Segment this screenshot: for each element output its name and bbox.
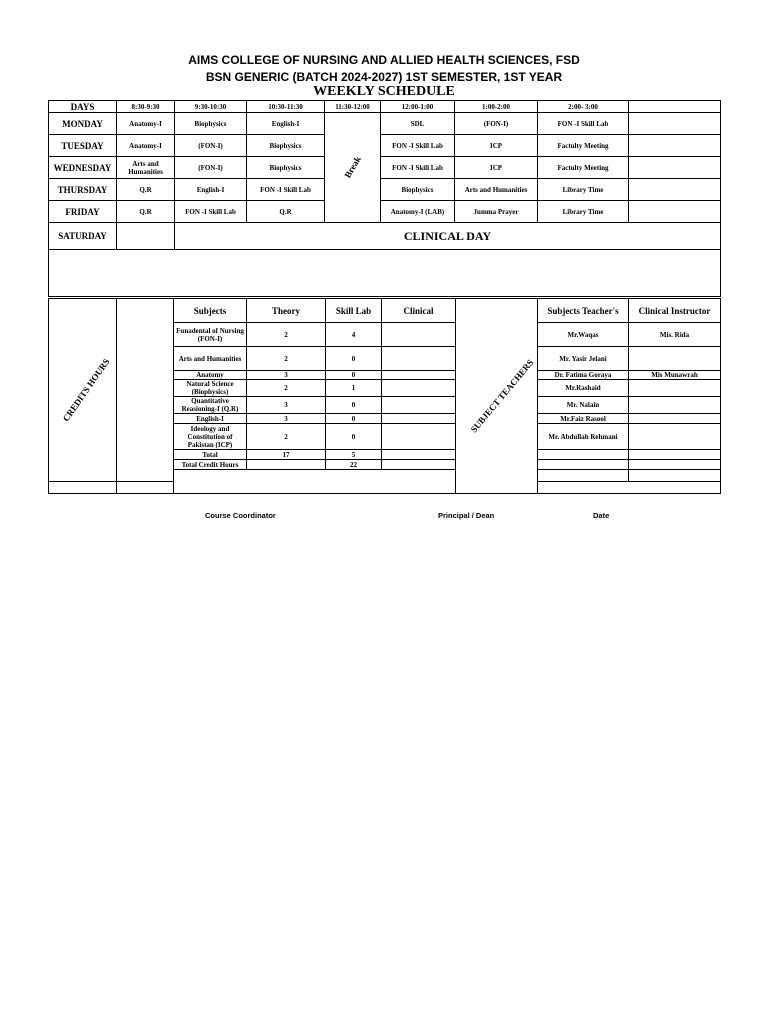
instructor-cell bbox=[629, 347, 721, 371]
schedule-cell bbox=[117, 223, 175, 250]
skill-lab-header: Skill Lab bbox=[326, 299, 382, 323]
principal-dean-label: Principal / Dean bbox=[438, 511, 495, 520]
schedule-cell bbox=[629, 135, 721, 157]
clinical-cell bbox=[382, 380, 456, 397]
clinical-cell bbox=[382, 424, 456, 450]
schedule-cell: Arts and Humanities bbox=[455, 179, 538, 201]
blank-cell bbox=[538, 482, 721, 494]
credits-hours-label: CREDITS HOURS bbox=[60, 356, 112, 423]
subject-teachers-header: Subjects Teacher's bbox=[538, 299, 629, 323]
clinical-cell bbox=[382, 414, 456, 424]
skill-lab-cell: 0 bbox=[326, 347, 382, 371]
schedule-header-row bbox=[49, 101, 721, 113]
subject-cell: English-I bbox=[174, 414, 247, 424]
time-slot-header bbox=[629, 101, 721, 113]
clinical-cell bbox=[382, 347, 456, 371]
instructor-cell bbox=[629, 414, 721, 424]
schedule-cell: Q.R bbox=[117, 179, 175, 201]
instructor-cell: Mis. Rida bbox=[629, 323, 721, 347]
schedule-cell bbox=[629, 201, 721, 223]
day-label: WEDNESDAY bbox=[49, 157, 117, 179]
clinical-cell bbox=[382, 371, 456, 380]
credit-header-row bbox=[49, 299, 721, 323]
schedule-cell: Biophysics bbox=[247, 135, 325, 157]
instructor-cell bbox=[629, 460, 721, 470]
day-label: MONDAY bbox=[49, 113, 117, 135]
schedule-row-monday bbox=[49, 113, 721, 135]
blank-cell bbox=[117, 482, 174, 494]
schedule-cell: Q.R bbox=[247, 201, 325, 223]
clinical-cell bbox=[382, 323, 456, 347]
course-coordinator-label: Course Coordinator bbox=[205, 511, 276, 520]
schedule-cell: Anatomy-I bbox=[117, 113, 175, 135]
schedule-cell: SDL bbox=[381, 113, 455, 135]
clinical-cell bbox=[382, 397, 456, 414]
schedule-cell: Library Time bbox=[538, 179, 629, 201]
total-label: Total bbox=[174, 450, 247, 460]
skill-lab-cell: 4 bbox=[326, 323, 382, 347]
schedule-row-wednesday bbox=[49, 157, 721, 179]
schedule-cell: FON -I Skill Lab bbox=[381, 157, 455, 179]
schedule-cell: Jumma Prayer bbox=[455, 201, 538, 223]
teacher-cell: Mr.Rashaid bbox=[538, 380, 629, 397]
time-slot-header: 11:30-12:00 bbox=[325, 101, 381, 113]
schedule-cell: Biophysics bbox=[175, 113, 247, 135]
schedule-cell bbox=[629, 157, 721, 179]
total-theory: 17 bbox=[247, 450, 326, 460]
theory-header: Theory bbox=[247, 299, 326, 323]
subject-cell: Natural Science (Biophysics) bbox=[174, 380, 247, 397]
schedule-cell: Biophysics bbox=[381, 179, 455, 201]
break-cell bbox=[325, 113, 381, 223]
schedule-cell: Q.R bbox=[117, 201, 175, 223]
schedule-cell: Anatomy-I (LAB) bbox=[381, 201, 455, 223]
instructor-cell bbox=[629, 397, 721, 414]
schedule-cell: (FON-I) bbox=[175, 157, 247, 179]
schedule-cell: Library Time bbox=[538, 201, 629, 223]
schedule-cell: Biophysics bbox=[247, 157, 325, 179]
teacher-cell bbox=[538, 470, 629, 482]
schedule-row-tuesday bbox=[49, 135, 721, 157]
subject-cell: Quantitative Reasioning-I (Q.R) bbox=[174, 397, 247, 414]
schedule-cell bbox=[629, 113, 721, 135]
day-label: FRIDAY bbox=[49, 201, 117, 223]
teacher-cell: Dr. Fatima Goraya bbox=[538, 371, 629, 380]
instructor-cell bbox=[629, 470, 721, 482]
time-slot-header: 12:00-1:00 bbox=[381, 101, 455, 113]
clinical-header: Clinical bbox=[382, 299, 456, 323]
clinical-instructor-header: Clinical Instructor bbox=[629, 299, 721, 323]
teacher-cell: Mr.Waqas bbox=[538, 323, 629, 347]
skill-lab-cell: 0 bbox=[326, 397, 382, 414]
day-label: TUESDAY bbox=[49, 135, 117, 157]
theory-cell: 3 bbox=[247, 371, 326, 380]
instructor-cell bbox=[629, 450, 721, 460]
theory-cell: 2 bbox=[247, 323, 326, 347]
program-title: BSN GENERIC (BATCH 2024-2027) 1ST SEMESTER, 1ST YEAR bbox=[205, 70, 563, 84]
skill-lab-cell: 0 bbox=[326, 371, 382, 380]
skill-lab-cell: 0 bbox=[326, 414, 382, 424]
schedule-cell: Anatomy-I bbox=[117, 135, 175, 157]
days-header: DAYS bbox=[49, 101, 117, 113]
credits-side-cell bbox=[49, 299, 117, 482]
college-name: AIMS COLLEGE OF NURSING AND ALLIED HEALTH SCIENCES, FSD bbox=[188, 53, 580, 67]
blank-cell bbox=[49, 482, 117, 494]
instructor-cell bbox=[629, 424, 721, 450]
schedule-row-thursday bbox=[49, 179, 721, 201]
date-label: Date bbox=[593, 511, 610, 520]
total-clinical bbox=[382, 450, 456, 460]
skill-lab-cell: 1 bbox=[326, 380, 382, 397]
teacher-cell bbox=[538, 460, 629, 470]
schedule-blank-row bbox=[49, 250, 721, 297]
day-label: SATURDAY bbox=[49, 223, 117, 250]
schedule-cell: Factulty Meeting bbox=[538, 157, 629, 179]
subject-cell: Funadental of Nursing (FON-I) bbox=[174, 323, 247, 347]
schedule-cell: ICP bbox=[455, 157, 538, 179]
instructor-cell bbox=[629, 380, 721, 397]
theory-cell: 3 bbox=[247, 397, 326, 414]
teacher-cell bbox=[538, 450, 629, 460]
break-label: Break bbox=[342, 154, 363, 180]
schedule-cell: ICP bbox=[455, 135, 538, 157]
teachers-side-cell bbox=[456, 299, 538, 494]
day-label: THURSDAY bbox=[49, 179, 117, 201]
subject-teachers-label: SUBJECT TEACHERS bbox=[468, 357, 536, 434]
teacher-cell: Mr. Yasir Jelani bbox=[538, 347, 629, 371]
schedule-title: WEEKLY SCHEDULE bbox=[313, 84, 455, 99]
blank-cell bbox=[174, 470, 456, 482]
schedule-cell: Factulty Meeting bbox=[538, 135, 629, 157]
schedule-cell: (FON-I) bbox=[455, 113, 538, 135]
blank-cell bbox=[174, 482, 456, 494]
instructor-cell: Mis Munawrah bbox=[629, 371, 721, 380]
time-slot-header: 9:30-10:30 bbox=[175, 101, 247, 113]
time-slot-header: 1:00-2:00 bbox=[455, 101, 538, 113]
subjects-header: Subjects bbox=[174, 299, 247, 323]
total-credit-value: 22 bbox=[326, 460, 382, 470]
schedule-cell: (FON-I) bbox=[175, 135, 247, 157]
schedule-cell: FON -I Skill Lab bbox=[538, 113, 629, 135]
credit-bottom-row bbox=[49, 482, 721, 494]
schedule-cell: FON -I Skill Lab bbox=[381, 135, 455, 157]
teacher-cell: Mr.Faiz Rasool bbox=[538, 414, 629, 424]
time-slot-header: 10:30-11:30 bbox=[247, 101, 325, 113]
schedule-cell: English-I bbox=[175, 179, 247, 201]
total-skill-lab: 5 bbox=[326, 450, 382, 460]
theory-cell: 2 bbox=[247, 347, 326, 371]
schedule-row-friday bbox=[49, 201, 721, 223]
schedule-cell: FON -I Skill Lab bbox=[247, 179, 325, 201]
teacher-cell: Mr. Nalain bbox=[538, 397, 629, 414]
blank-cell bbox=[382, 460, 456, 470]
blank-cell bbox=[49, 250, 721, 297]
clinical-day-cell: CLINICAL DAY bbox=[175, 223, 721, 250]
blank-cell bbox=[117, 299, 174, 482]
weekly-schedule-table bbox=[48, 100, 721, 297]
theory-cell: 2 bbox=[247, 424, 326, 450]
schedule-cell: Arts and Humanities bbox=[117, 157, 175, 179]
theory-cell: 2 bbox=[247, 380, 326, 397]
blank-cell bbox=[247, 460, 326, 470]
schedule-cell bbox=[629, 179, 721, 201]
skill-lab-cell: 0 bbox=[326, 424, 382, 450]
teacher-cell: Mr. Abdullah Rehmani bbox=[538, 424, 629, 450]
credit-hours-table bbox=[48, 298, 721, 494]
schedule-cell: FON -I Skill Lab bbox=[175, 201, 247, 223]
schedule-cell: English-I bbox=[247, 113, 325, 135]
time-slot-header: 8:30-9:30 bbox=[117, 101, 175, 113]
time-slot-header: 2:00- 3:00 bbox=[538, 101, 629, 113]
subject-cell: Anatomy bbox=[174, 371, 247, 380]
theory-cell: 3 bbox=[247, 414, 326, 424]
subject-cell: Ideology and Constitution of Pakistan (ICP) bbox=[174, 424, 247, 450]
schedule-row-saturday bbox=[49, 223, 721, 250]
total-credit-label: Total Credit Hours bbox=[174, 460, 247, 470]
subject-cell: Arts and Humanities bbox=[174, 347, 247, 371]
